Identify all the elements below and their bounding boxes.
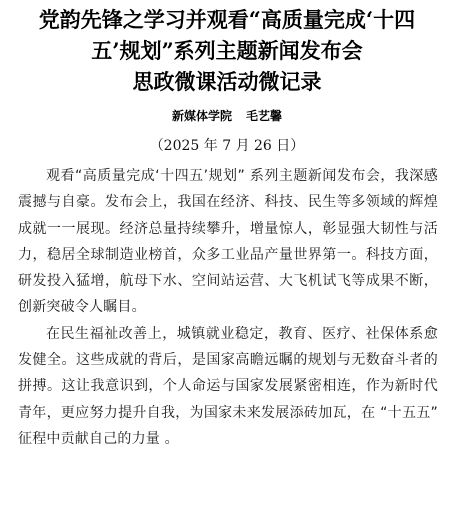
document-title xyxy=(4,4,450,97)
byline-author: 毛艺馨 xyxy=(246,109,283,123)
byline-unit: 新媒体学院 xyxy=(171,109,232,123)
title-line-2: 五’规划”系列主题新闻发布会 xyxy=(91,38,363,63)
document-body xyxy=(18,163,438,452)
paragraph-1: 观看“高质量完成‘十四五’规划” 系列主题新闻发布会，我深感震撼与自豪。发布会上，我国在经济、科技、民生等多领域的辉煌成就一一展现。经济总量持续攀升，增量惊人，彰显强大韧性与活力，稳居全球制造业榜首，众多工业品产量世界第一。科技方面，研发投入猛增，航母下水、空间站运营、大飞机试飞等成果不断，创新突破令人瞩目。 xyxy=(18,168,438,316)
title-line-3: 思政微课活动微记录 xyxy=(132,69,322,94)
byline xyxy=(0,108,454,124)
document-date: （2025 年 7 月 26 日） xyxy=(149,138,305,154)
title-line-1: 党韵先锋之学习并观看“高质量完成‘十四 xyxy=(38,7,416,32)
paragraph-2: 在民生福祉改善上，城镇就业稳定，教育、医疗、社保体系愈发健全。这些成就的背后，是国家高瞻远瞩的规划与无数奋斗者的拼搏。这让我意识到，个人命运与国家发展紧密相连，作为新时代青年，更应努力提升自我，为国家未来发展添砖加瓦，在 “十五五” 征程中贡献自己的力量 。 xyxy=(18,325,438,447)
